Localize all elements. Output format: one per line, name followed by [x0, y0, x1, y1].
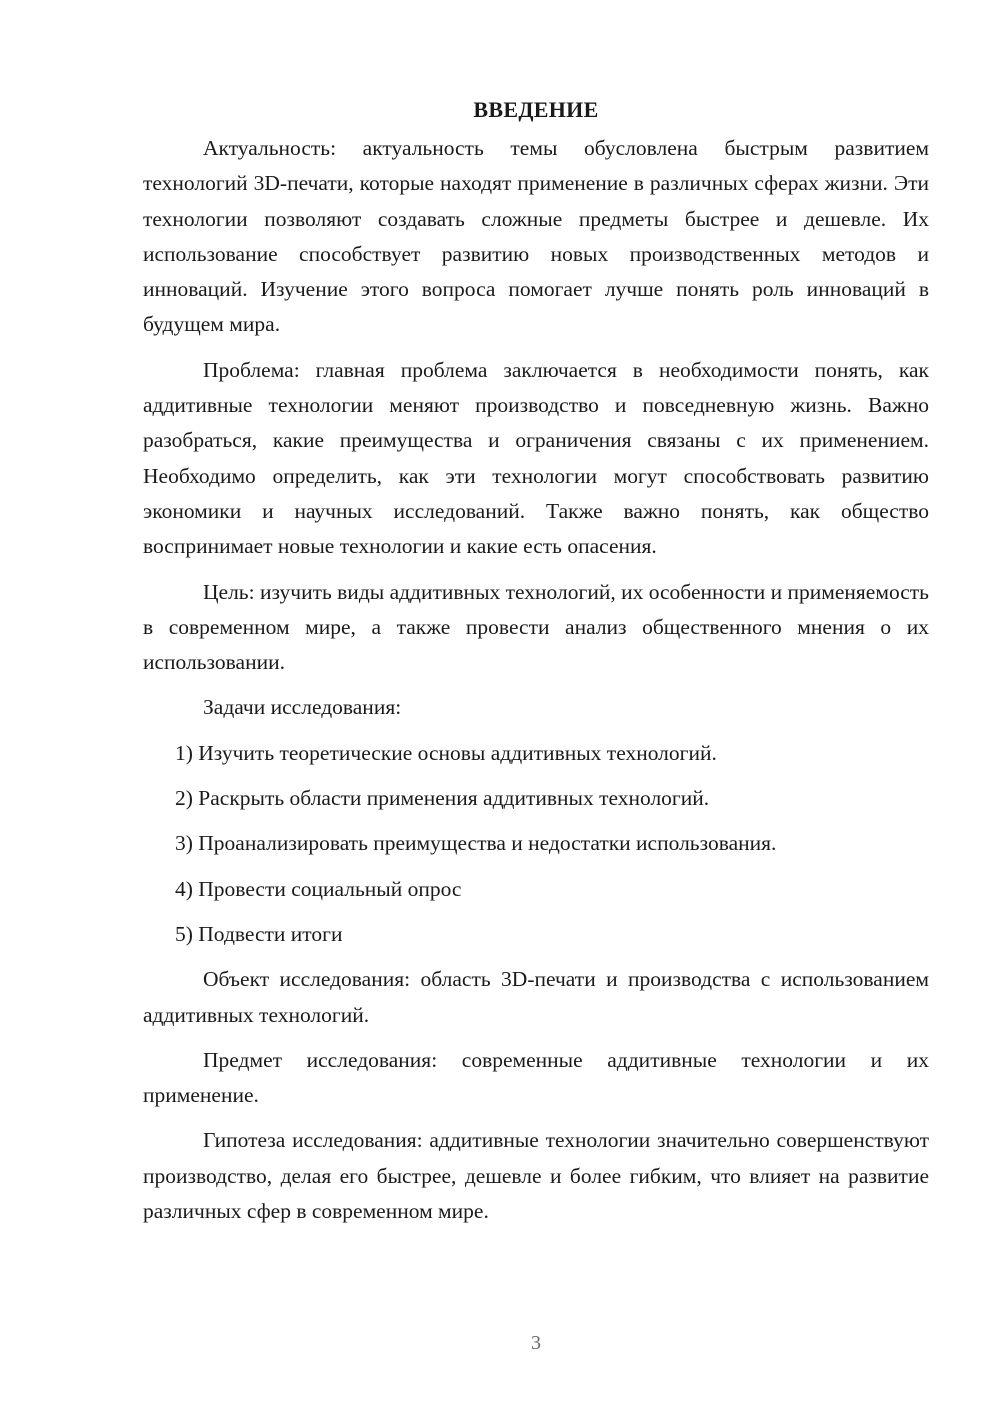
paragraph-goal: Цель: изучить виды аддитивных технологий, их особенности и применяемость в современном мире, а также провести анализ общественного мнения о их использовании.: [143, 579, 929, 675]
paragraph-subject: Предмет исследования: современные аддитивные технологии и их применение.: [143, 1047, 929, 1108]
task-list: [143, 736, 929, 952]
task-item: 4) Провести социальный опрос: [175, 876, 462, 901]
tasks-heading: Задачи исследования:: [203, 695, 402, 720]
task-item: 3) Проанализировать преимущества и недостатки использования.: [175, 831, 777, 856]
paragraph-object: Объект исследования: область 3D-печати и производства с использованием аддитивных технологий.: [143, 967, 929, 1027]
paragraph-hypothesis: Гипотеза исследования: аддитивные технологии значительно совершенствуют производство, делая его быстрее, дешевле и более гибким, что влияет на развитие различных сфер в современном мире.: [143, 1128, 929, 1224]
task-item: 1) Изучить теоретические основы аддитивных технологий.: [175, 740, 717, 765]
paragraph-relevance: Актуальность: актуальность темы обусловлена быстрым развитием технологий 3D-печати, которые находят применение в различных сферах жизни. Эти технологии позволяют создавать сложные предметы быстрее и дешевле. Их использование способствует развитию новых производственных методов и инноваций. Изучение этого вопроса помогает лучше понять роль инноваций в будущем мира.: [143, 136, 929, 337]
task-item: 5) Подвести итоги: [175, 921, 343, 946]
paragraph-problem: Проблема: главная проблема заключается в необходимости понять, как аддитивные технологии меняют производство и повседневную жизнь. Важно разобраться, какие преимущества и ограничения связаны с их применением. Необходимо определить, как эти технологии могут способствовать развитию экономики и научных исследований. Также важно понять, как общество воспринимает новые технологии и какие есть опасения.: [143, 357, 929, 559]
document-page: [143, 92, 929, 1239]
page-number: 3: [531, 1332, 541, 1354]
section-title: ВВЕДЕНИЕ: [473, 97, 599, 122]
task-item: 2) Раскрыть области применения аддитивных технологий.: [175, 786, 710, 811]
